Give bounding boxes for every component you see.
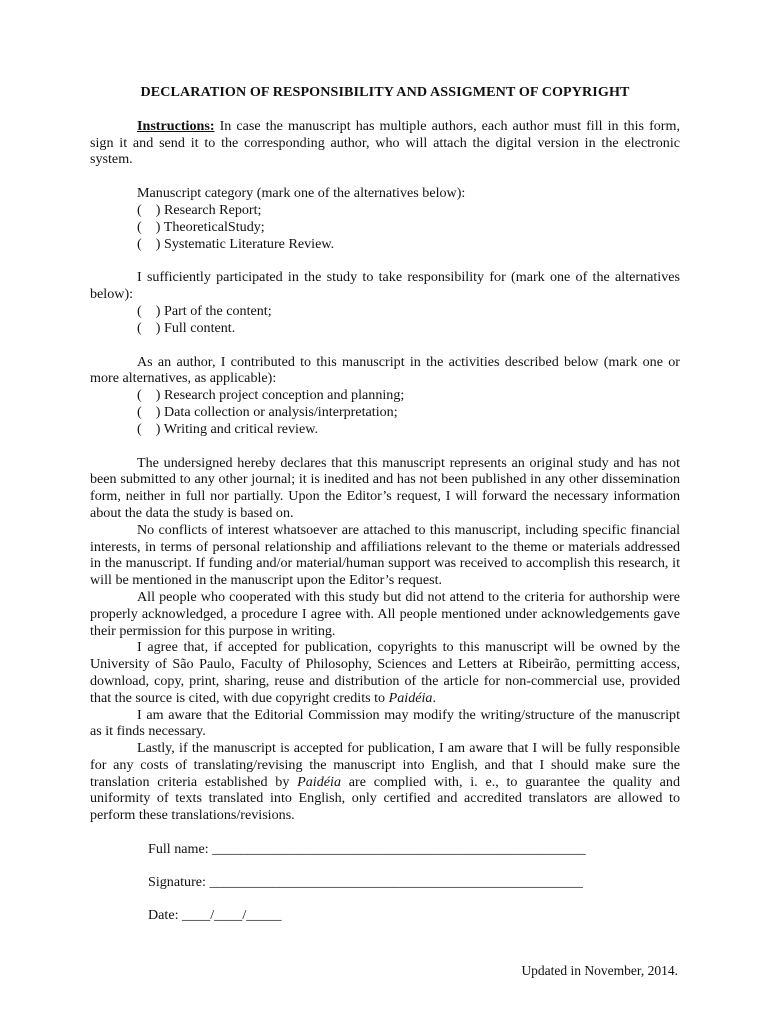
participation-lead: I sufficiently participated in the study to take responsibility for (mark one of the alternatives below): [90,269,680,303]
participation-option-full[interactable]: ( ) Full content. [137,319,236,336]
category-option-research-report[interactable]: ( ) Research Report; [137,201,262,218]
declaration-conflicts: No conflicts of interest whatsoever are attached to this manuscript, including specific financial interests, in terms of personal relationship and affiliations relevant to the theme or materials addressed in the manuscript. If funding and/or material/human support was received to accomplish this research, it will be mentioned in the manuscript upon the Editor’s request. [90,521,680,589]
translation-text: Lastly, if the manuscript is accepted for publication, I am aware that I will be fully responsible for any costs of translating/revising the manuscript into English, and that I should make sure the translation criteria established by [90,740,680,790]
declaration-form [90,84,680,923]
declaration-originality: The undersigned hereby declares that this manuscript represents an original study and has not been submitted to any other journal; it is inedited and has not been published in any other dissemination form, neither in full nor partially. Upon the Editor’s request, I will forward the necessary information about the data the study is based on. [90,454,680,521]
contribution-option-data[interactable]: ( ) Data collection or analysis/interpretation; [137,403,398,420]
contribution-option-writing[interactable]: ( ) Writing and critical review. [137,420,319,437]
declaration-acknowledgements: All people who cooperated with this study but did not attend to the criteria for authorship were properly acknowledged, a procedure I agree with. All people mentioned under acknowledgements gave their permission for this purpose in writing. [90,588,680,639]
contribution-option-conception[interactable]: ( ) Research project conception and planning; [137,387,405,404]
category-option-systematic-review[interactable]: ( ) Systematic Literature Review. [137,235,335,252]
instructions-text: In case the manuscript has multiple authors, each author must fill in this form, sign it and send it to the corresponding author, who will attach the digital version in the electronic system. [90,117,680,168]
participation-option-part[interactable]: ( ) Part of the content; [137,302,272,319]
declaration-copyright [90,639,680,706]
journal-name: Paidéia [297,773,341,790]
category-option-theoretical-study[interactable]: ( ) TheoreticalStudy; [137,218,265,235]
translation-text-end: are complied with, i. e., to guarantee the quality and uniformity of texts translated into English, only certified and accredited translators are allowed to perform these translations/revisions. [90,773,680,824]
category-lead: Manuscript category (mark one of the alternatives below): [137,185,466,202]
declaration-editorial: I am aware that the Editorial Commission may modify the writing/structure of the manuscript as it finds necessary. [90,706,680,740]
date-field[interactable]: Date: ____/____/_____ [148,906,282,923]
document-title: DECLARATION OF RESPONSIBILITY AND ASSIGMENT OF COPYRIGHT [140,84,630,100]
full-name-field[interactable]: Full name: _____________________________________________________ [148,841,586,858]
instructions-paragraph [90,118,680,168]
journal-name: Paidéia [388,689,433,706]
signature-field[interactable]: Signature: _____________________________________________________ [148,873,583,890]
declaration-translation [90,740,680,824]
updated-note: Updated in November, 2014. [521,963,678,978]
copyright-text-end: . [432,689,437,706]
instructions-label: Instructions: [137,117,215,134]
contribution-lead: As an author, I contributed to this manuscript in the activities described below (mark one or more alternatives, as applicable): [90,353,680,387]
copyright-text: I agree that, if accepted for publication, copyrights to this manuscript will be owned by the University of São Paulo, Faculty of Philosophy, Sciences and Letters at Ribeirão, permitting access, download, copy, print, sharing, reuse and distribution of the article for non-commercial use, provided that the source is cited, with due copyright credits to [90,639,680,706]
